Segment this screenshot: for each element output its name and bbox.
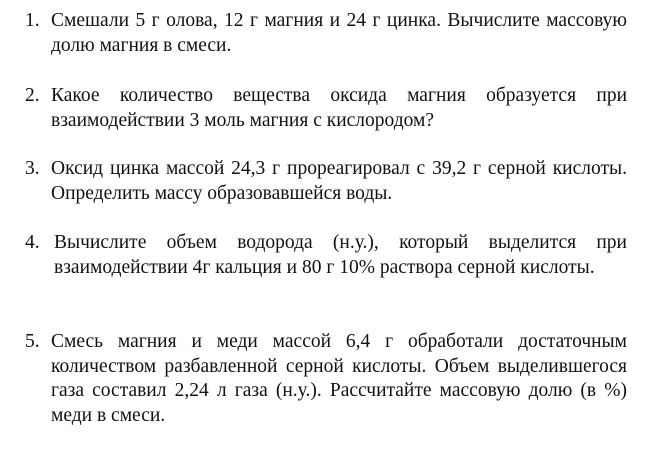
problem-number: 1. xyxy=(25,10,40,31)
problem-item-2 xyxy=(25,84,627,133)
problem-number: 3. xyxy=(25,158,40,179)
problem-text: Смешали 5 г олова, 12 г магния и 24 г цинка. Вычислите массовую долю магния в смеси. xyxy=(51,10,627,56)
problem-text: Оксид цинка массой 24,3 г прореагировал с 39,2 г серной кислоты. Определить массу образовавшейся воды. xyxy=(51,158,627,204)
problem-item-1 xyxy=(25,9,627,58)
problem-text: Какое количество вещества оксида магния образуется при взаимодействии 3 моль магния с кислородом? xyxy=(51,85,627,131)
problem-number: 4. xyxy=(25,232,40,253)
problem-number: 2. xyxy=(25,85,40,106)
problem-item-4 xyxy=(25,231,627,280)
problem-text: Вычислите объем водорода (н.у.), который выделится при взаимодействии 4г кальция и 80 г 10% раствора серной кислоты. xyxy=(54,232,627,278)
problem-item-5 xyxy=(25,330,627,428)
problem-number: 5. xyxy=(25,331,40,352)
problem-item-3 xyxy=(25,157,627,206)
problem-text: Смесь магния и меди массой 6,4 г обработали достаточным количеством разбавленной серной кислоты. Объем выделившегося газа составил 2,24 л газа (н.у.). Рассчитайте массовую долю (в %) меди в смеси. xyxy=(51,331,627,426)
